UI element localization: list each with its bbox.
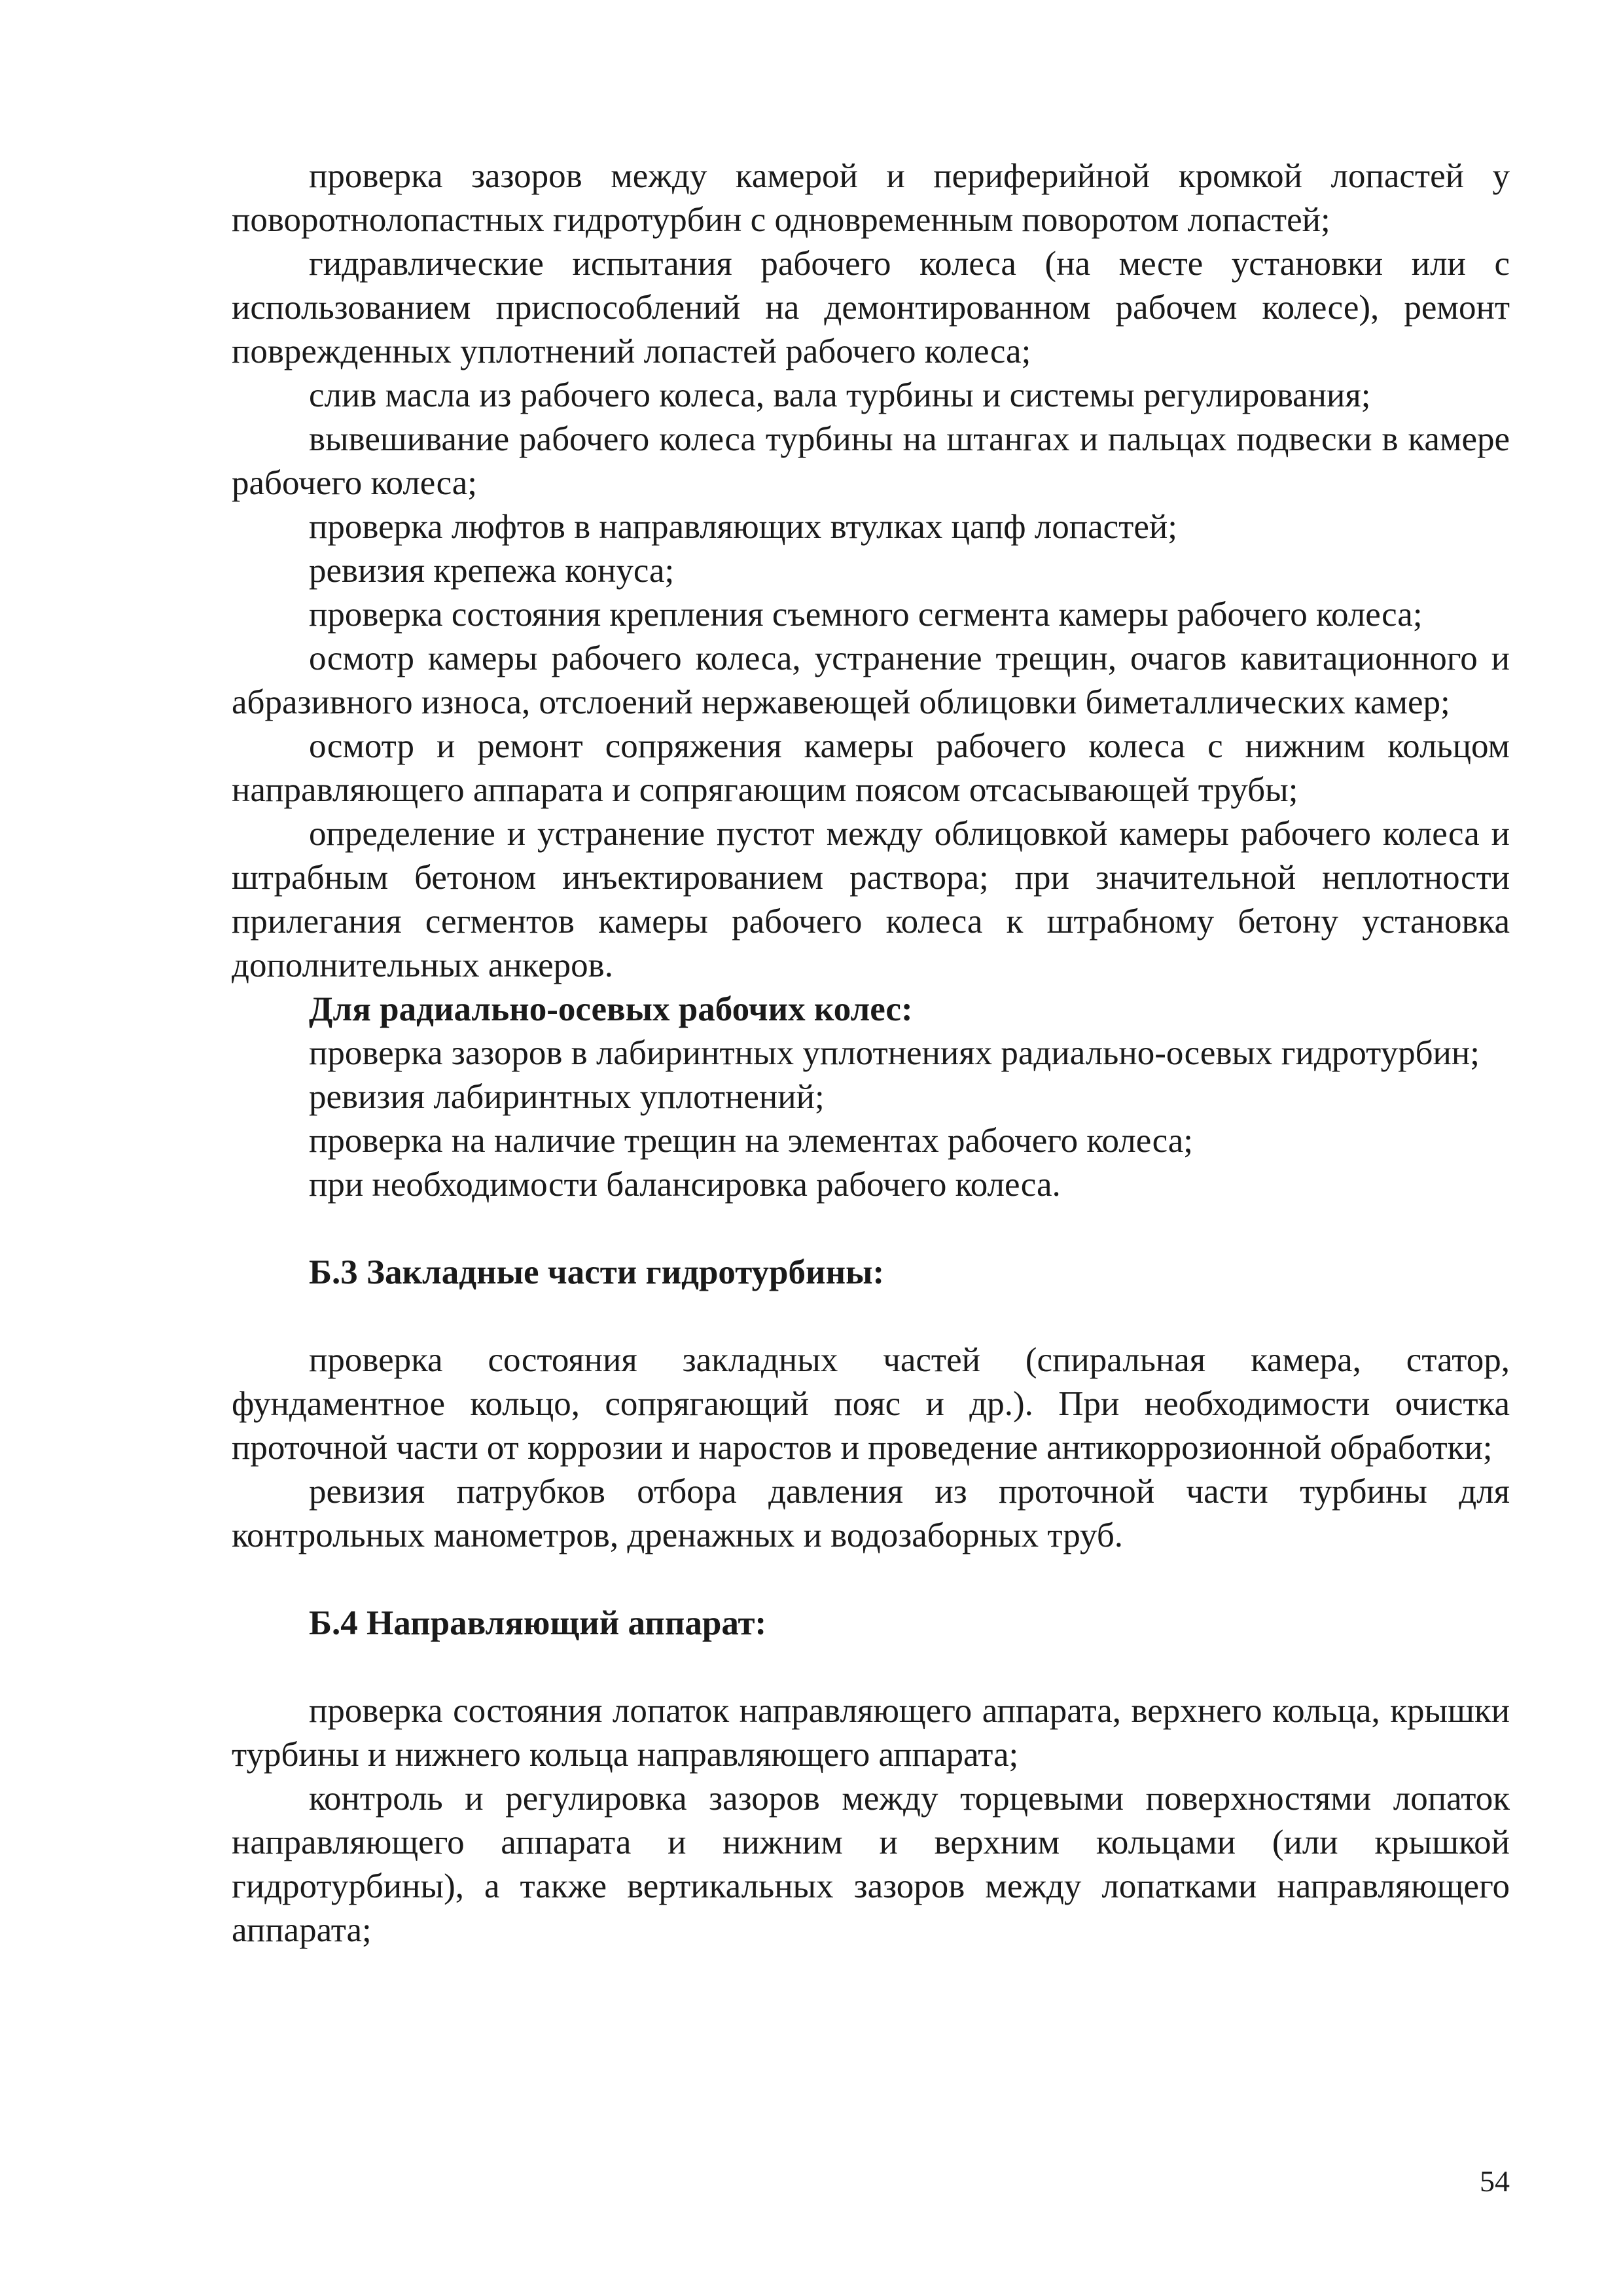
paragraph: проверка на наличие трещин на элементах рабочего колеса; bbox=[309, 1122, 1193, 1160]
paragraph: слив масла из рабочего колеса, вала турбины и системы регулирования; bbox=[309, 376, 1371, 414]
page-number: 54 bbox=[1480, 2164, 1510, 2198]
section-b4-heading: Б.4 Направляющий аппарат: bbox=[309, 1604, 767, 1642]
section-b3-heading: Б.3 Закладные части гидротурбины: bbox=[309, 1253, 885, 1291]
paragraph: осмотр и ремонт сопряжения камеры рабочего колеса с нижним кольцом направляющего аппарата и сопрягающим поясом отсасывающей трубы; bbox=[232, 727, 1510, 809]
paragraph: проверка состояния крепления съемного сегмента камеры рабочего колеса; bbox=[309, 596, 1423, 634]
paragraph: проверка зазоров между камерой и периферийной кромкой лопастей у поворотнолопастных гидротурбин с одновременным поворотом лопастей; bbox=[232, 157, 1510, 239]
paragraph: при необходимости балансировка рабочего колеса. bbox=[309, 1166, 1061, 1204]
radial-wheels-heading: Для радиально-осевых рабочих колес: bbox=[309, 990, 913, 1028]
paragraph: гидравлические испытания рабочего колеса (на месте установки или с использованием приспособлений на демонтированном рабочем колесе), ремонт поврежденных уплотнений лопастей рабочего колеса; bbox=[232, 245, 1510, 370]
paragraph: ревизия патрубков отбора давления из проточной части турбины для контрольных манометров, дренажных и водозаборных труб. bbox=[232, 1473, 1510, 1554]
paragraph: ревизия лабиринтных уплотнений; bbox=[309, 1078, 825, 1116]
paragraph: контроль и регулировка зазоров между торцевыми поверхностями лопаток направляющего аппарата и нижним и верхним кольцами (или крышкой гидротурбины), а также вертикальных зазоров между лопатками направляющего аппарата; bbox=[232, 1780, 1510, 1949]
page-body bbox=[232, 154, 1510, 1952]
paragraph: вывешивание рабочего колеса турбины на штангах и пальцах подвески в камере рабочего колеса; bbox=[232, 420, 1510, 502]
paragraph: проверка состояния закладных частей (спиральная камера, статор, фундаментное кольцо, сопрягающий пояс и др.). При необходимости очистка проточной части от коррозии и наростов и проведение антикоррозионной обработки; bbox=[232, 1341, 1510, 1467]
paragraph: проверка зазоров в лабиринтных уплотнениях радиально-осевых гидротурбин; bbox=[309, 1034, 1480, 1072]
paragraph: осмотр камеры рабочего колеса, устранение трещин, очагов кавитационного и абразивного износа, отслоений нержавеющей облицовки биметаллических камер; bbox=[232, 639, 1510, 721]
paragraph: проверка люфтов в направляющих втулках цапф лопастей; bbox=[309, 508, 1177, 546]
paragraph: определение и устранение пустот между облицовкой камеры рабочего колеса и штрабным бетоном инъектированием раствора; при значительной неплотности прилегания сегментов камеры рабочего колеса к штрабному бетону установка дополнительных анкеров. bbox=[232, 815, 1510, 984]
paragraph: ревизия крепежа конуса; bbox=[309, 552, 675, 590]
paragraph: проверка состояния лопаток направляющего аппарата, верхнего кольца, крышки турбины и нижнего кольца направляющего аппарата; bbox=[232, 1692, 1510, 1774]
